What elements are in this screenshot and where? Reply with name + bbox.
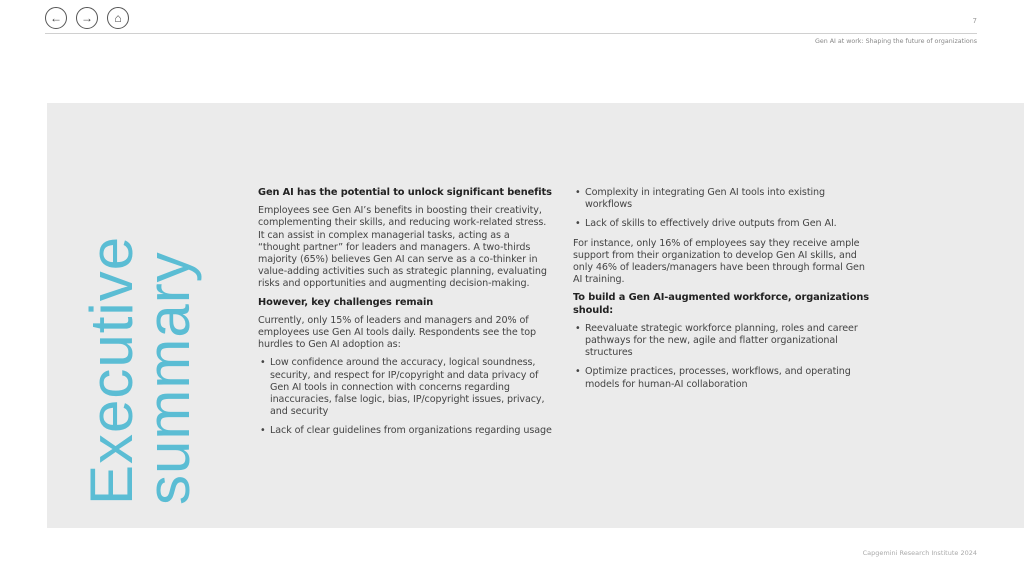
- recommendations-heading: To build a Gen AI-augmented workforce, organizations should:: [573, 292, 869, 316]
- list-item: • Optimize practices, processes, workflows, and operating models for human-AI collaboration: [573, 366, 875, 390]
- page-number: 7: [972, 17, 977, 25]
- hurdles-list: [258, 357, 554, 437]
- forward-button[interactable]: [76, 7, 98, 29]
- home-button[interactable]: [107, 7, 129, 29]
- benefits-heading: Gen AI has the potential to unlock significant benefits: [258, 187, 552, 198]
- header-divider: [45, 33, 977, 34]
- title-line-2: summary: [135, 251, 202, 505]
- list-item: • Lack of clear guidelines from organizations regarding usage: [258, 425, 554, 437]
- left-column: [258, 187, 554, 445]
- navigation: [45, 7, 129, 29]
- right-column: [573, 187, 875, 398]
- back-button[interactable]: [45, 7, 67, 29]
- benefits-paragraph: Employees see Gen AI’s benefits in boosting their creativity, complementing their skills, and reducing work-related stress. It can assist in complex managerial tasks, acting as a “thought partner” for leaders and managers. A two-thirds majority (65%) believes Gen AI can serve as a co-thinker in value-adding activities such as strategic planning, evaluating risks and opportunities and augmenting decision-making.: [258, 205, 547, 290]
- skills-paragraph: For instance, only 16% of employees say they receive ample support from their organization to develop Gen AI skills, and only 46% of leaders/managers have been through formal Gen AI training.: [573, 237, 865, 286]
- arrow-left-icon: ←: [50, 10, 62, 25]
- home-icon: ⌂: [114, 10, 122, 25]
- list-item: • Lack of skills to effectively drive outputs from Gen AI.: [573, 218, 875, 230]
- page-title: [78, 235, 202, 505]
- arrow-right-icon: →: [81, 10, 93, 25]
- challenges-heading: However, key challenges remain: [258, 296, 434, 308]
- recommendations-list: [573, 323, 875, 391]
- list-item: • Low confidence around the accuracy, logical soundness, security, and respect for IP/copyright and data privacy of Gen AI tools in connection with concerns regarding inaccuracies, false logic, bias, IP/copyright issues, privacy, and security: [258, 357, 554, 418]
- report-subtitle: Gen AI at work: Shaping the future of organizations: [814, 38, 977, 45]
- challenges-paragraph: Currently, only 15% of leaders and managers and 20% of employees use Gen AI tools daily. Respondents see the top hurdles to Gen AI adoption as:: [258, 314, 536, 351]
- title-line-1: Executive: [78, 235, 145, 505]
- list-item: • Complexity in integrating Gen AI tools into existing workflows: [573, 187, 875, 211]
- footer-credit: Capgemini Research Institute 2024: [862, 549, 977, 557]
- hurdles-list-continued: [573, 187, 875, 231]
- list-item: • Reevaluate strategic workforce planning, roles and career pathways for the new, agile and flatter organizational structures: [573, 323, 875, 360]
